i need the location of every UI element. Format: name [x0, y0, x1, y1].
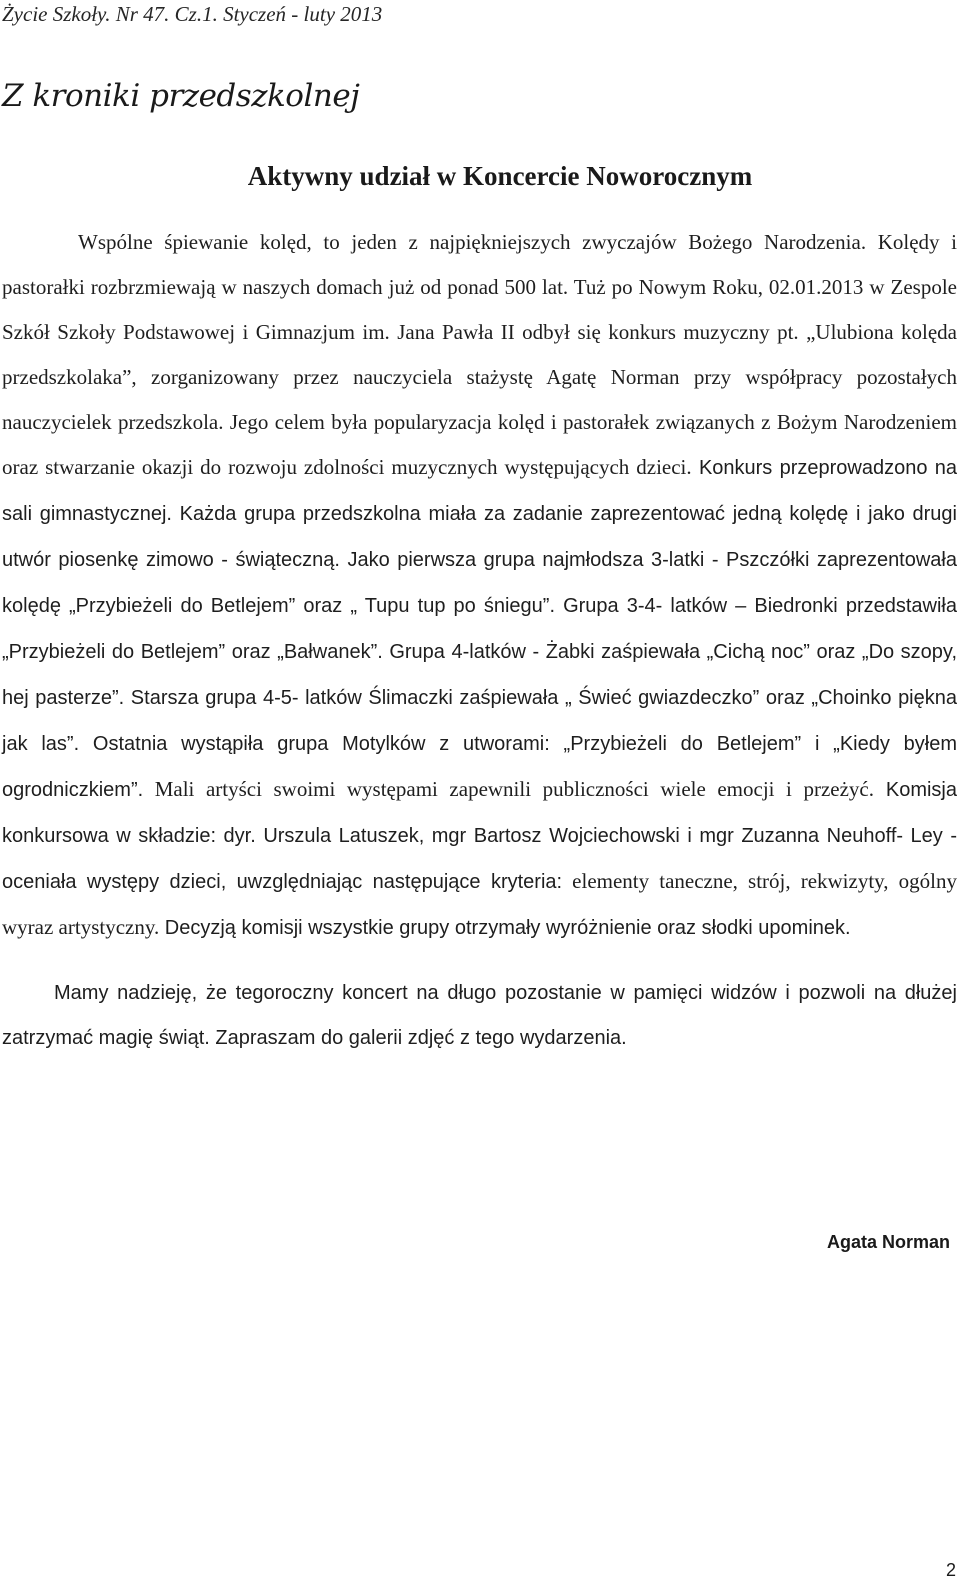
- paragraph-segment-serif: elementy taneczne, strój, rekwizyty, ogólny wyraz artystyczny.: [2, 869, 957, 939]
- article-paragraph-1: [2, 220, 957, 951]
- article-body: [2, 220, 957, 1061]
- page-number: 2: [945, 1560, 956, 1580]
- article-headline: Aktywny udział w Koncercie Noworocznym: [247, 161, 753, 191]
- article-paragraph-2: Mamy nadzieję, że tegoroczny koncert na długo pozostanie w pamięci widzów i pozwoli na dłużej zatrzymać magię świąt. Zapraszam do galerii zdjęć z tego wydarzenia.: [2, 982, 957, 1049]
- paragraph-segment-sans: Komisja konkursowa w składzie: dyr. Urszula Latuszek, mgr Bartosz Wojciechowski i mgr Zuzanna Neuhoff- Ley - oceniała występy dzieci, uwzględniając następujące kryteria:: [2, 779, 957, 893]
- paragraph-segment-sans: Konkurs przeprowadzono na sali gimnastycznej. Każda grupa przedszkolna miała za zadanie zaprezentować jedną kolędę i jako drugi utwór piosenkę zimowo - świąteczną. Jako pierwsza grupa najmłodsza 3-latki - Pszczółki zaprezentowała kolędę „Przybieżeli do Betlejem” oraz „ Tupu tup po śniegu”. Grupa 3-4- latków – Biedronki przedstawiła „Przybieżeli do Betlejem” oraz „Bałwanek”. Grupa 4-latków - Żabki zaśpiewała „Cichą noc” oraz „Do szopy, hej pasterze”. Starsza grupa 4-5- latków Ślimaczki zaśpiewała „ Świeć gwiazdeczko” oraz „Choinko piękna jak las”. Ostatnia wystąpiła grupa Motylków z utworami: „Przybieżeli do Betlejem” i „Kiedy byłem ogrodniczkiem”.: [2, 457, 957, 801]
- paragraph-segment-serif: Mali artyści swoimi występami zapewnili publiczności wiele emocji i przeżyć.: [143, 777, 874, 801]
- issue-header: Życie Szkoły. Nr 47. Cz.1. Styczeń - luty 2013: [2, 2, 383, 26]
- section-title: Z kroniki przedszkolnej: [2, 78, 360, 114]
- author-signature: Agata Norman: [826, 1232, 950, 1252]
- paragraph-segment-sans: Decyzją komisji wszystkie grupy otrzymały wyróżnienie oraz słodki upominek.: [159, 917, 851, 939]
- paragraph-segment-serif: Wspólne śpiewanie kolęd, to jeden z najpiękniejszych zwyczajów Bożego Narodzenia. Kolędy i pastorałki rozbrzmiewają w naszych domach już od ponad 500 lat. Tuż po Nowym Roku, 02.01.2013 w Zespole Szkół Szkoły Podstawowej i Gimnazjum im. Jana Pawła II odbył się konkurs muzyczny pt. „Ulubiona kolęda przedszkolaka”, zorganizowany przez nauczyciela stażystę Agatę Norman przy współpracy pozostałych nauczycielek przedszkola. Jego celem była popularyzacja kolęd i pastorałek związanych z Bożym Narodzeniem oraz stwarzanie okazji do rozwoju zdolności muzycznych występujących dzieci.: [2, 230, 957, 479]
